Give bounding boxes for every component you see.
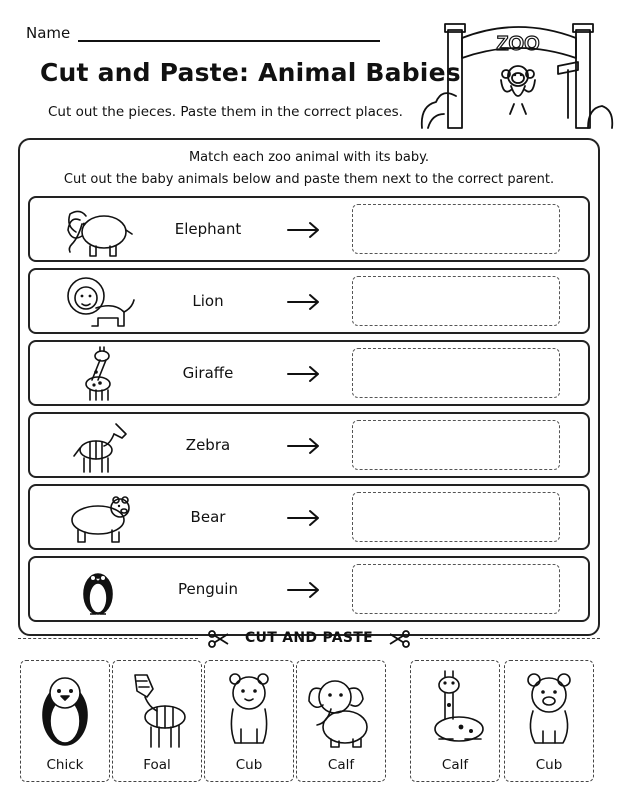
name-field (26, 24, 380, 42)
match-row-giraffe (28, 340, 590, 406)
zebra-icon (60, 418, 138, 474)
match-row-zebra (28, 412, 590, 478)
matching-panel (18, 138, 600, 636)
cutout-card-chick[interactable] (20, 660, 110, 782)
card-label: Foal (143, 757, 171, 773)
arrow-right-icon (286, 220, 322, 240)
paste-target-elephant[interactable] (352, 204, 560, 254)
animal-label: Penguin (178, 580, 238, 598)
bear-icon (60, 490, 138, 546)
giraffe-calf-icon (419, 667, 491, 753)
instruction-line-1: Match each zoo animal with its baby. (188, 150, 430, 165)
cut-and-paste-label: CUT AND PASTE (244, 630, 374, 646)
paste-target-bear[interactable] (352, 492, 560, 542)
match-row-penguin (28, 556, 590, 622)
arrow-right-icon (286, 508, 322, 528)
instruction-line-2: Cut out the baby animals below and paste them next to the correct parent. (63, 172, 555, 187)
cutout-card-foal[interactable] (112, 660, 202, 782)
arrow-right-icon (286, 364, 322, 384)
page-subtitle: Cut out the pieces. Paste them in the correct places. (48, 104, 403, 120)
bear-cub-icon (513, 667, 585, 753)
cut-section-header (0, 626, 618, 652)
cutout-card-elephant-calf[interactable] (296, 660, 386, 782)
card-label: Cub (235, 757, 263, 773)
animal-label: Bear (190, 508, 226, 526)
name-label: Name (26, 24, 71, 42)
arrow-right-icon (286, 436, 322, 456)
card-label: Cub (535, 757, 563, 773)
paste-target-zebra[interactable] (352, 420, 560, 470)
arrow-right-icon (286, 580, 322, 600)
card-label: Chick (46, 757, 84, 773)
match-row-elephant (28, 196, 590, 262)
paste-target-lion[interactable] (352, 276, 560, 326)
match-row-bear (28, 484, 590, 550)
match-row-lion (28, 268, 590, 334)
name-line[interactable] (78, 24, 380, 42)
arrow-right-icon (286, 292, 322, 312)
zoo-sign-text: ZOO (496, 33, 540, 55)
elephant-calf-icon (305, 667, 377, 753)
zebra-foal-icon (121, 667, 193, 753)
animal-label: Lion (192, 292, 224, 310)
lion-cub-icon (213, 667, 285, 753)
card-label: Calf (441, 757, 469, 773)
paste-target-penguin[interactable] (352, 564, 560, 614)
page-title: Cut and Paste: Animal Babies (40, 58, 461, 87)
penguin-icon (60, 562, 138, 618)
zoo-gate-illustration (418, 8, 614, 130)
animal-label: Elephant (174, 220, 242, 238)
cutout-card-giraffe-calf[interactable] (410, 660, 500, 782)
penguin-chick-icon (29, 667, 101, 753)
elephant-icon (60, 202, 138, 258)
animal-label: Giraffe (182, 364, 234, 382)
paste-target-giraffe[interactable] (352, 348, 560, 398)
animal-label: Zebra (185, 436, 231, 454)
cutout-card-lion-cub[interactable] (204, 660, 294, 782)
cutout-card-bear-cub[interactable] (504, 660, 594, 782)
card-label: Calf (327, 757, 355, 773)
scissors-icon (388, 630, 410, 648)
lion-icon (60, 274, 138, 330)
giraffe-icon (60, 346, 138, 402)
